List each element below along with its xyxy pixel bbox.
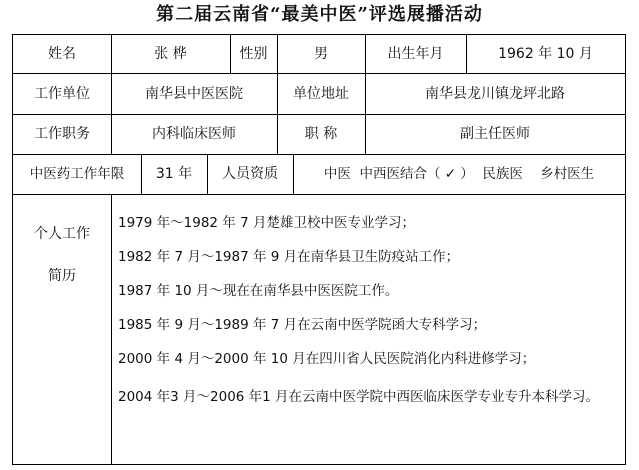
address-label: 单位地址	[293, 85, 349, 102]
gender-value: 男	[314, 46, 328, 62]
col-divider	[111, 194, 112, 464]
page-title: 第二届云南省“最美中医”评选展播活动	[156, 4, 483, 25]
resume-entry: 1987 年 10 月～现在在南华县中医医院工作。	[118, 283, 399, 299]
work-unit-label: 工作单位	[34, 85, 90, 102]
resume-entry: 1979 年～1982 年 7 月楚雄卫校中医专业学习；	[118, 215, 415, 231]
professional-title-value: 副主任医师	[460, 126, 530, 142]
resume-entry: 2000 年 4 月～2000 年 10 月在四川省人民医院消化内科进修学习；	[118, 351, 536, 367]
work-unit-value: 南华县中医医院	[145, 85, 243, 102]
profile-form	[12, 34, 626, 465]
name-value: 张 桦	[154, 46, 187, 62]
position-value: 内科临床医师	[152, 126, 236, 142]
resume-content	[118, 206, 623, 410]
resume-entry: 2004 年3 月～2006 年1 月在云南中医学院中西医临床医学专业专升本科学习。	[118, 389, 600, 405]
resume-label-line1: 个人工作	[34, 226, 90, 242]
resume-label-line2: 简历	[48, 268, 76, 284]
name-label: 姓名	[48, 46, 76, 62]
birth-label: 出生年月	[387, 46, 444, 62]
gender-label: 性别	[239, 46, 268, 62]
professional-title-label: 职 称	[304, 126, 338, 142]
resume-entry: 1982 年 7 月～1987 年 9 月在南华县卫生防疫站工作；	[118, 249, 460, 265]
address-value: 南华县龙川镇龙坪北路	[425, 85, 565, 102]
years-value: 31 年	[155, 166, 193, 182]
qualification-label: 人员资质	[222, 166, 278, 182]
birth-value: 1962 年 10 月	[498, 46, 593, 62]
qualification-value: 中医 中西医结合（ ✓ ） 民族医 乡村医生	[323, 166, 595, 182]
years-label: 中医药工作年限	[29, 166, 125, 182]
resume-label	[13, 195, 111, 315]
resume-entry: 1985 年 9 月～1989 年 7 月在云南中医学院函大专科学习；	[118, 317, 487, 333]
position-label: 工作职务	[34, 126, 90, 142]
